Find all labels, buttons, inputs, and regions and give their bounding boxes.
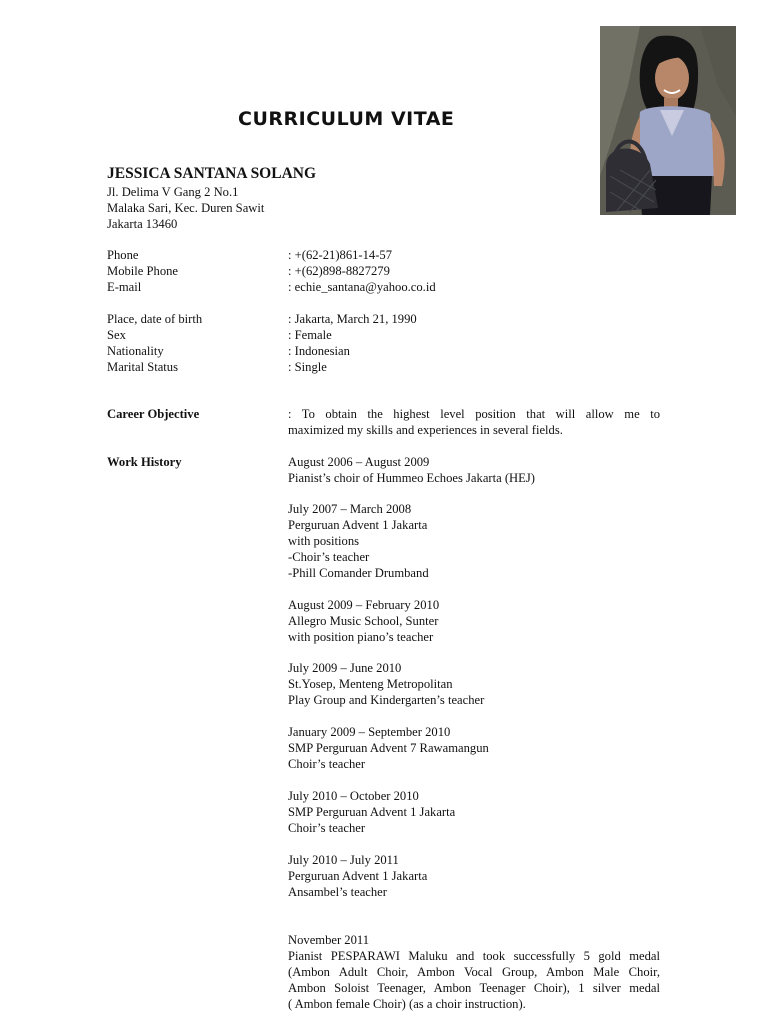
- work-history-entry: [288, 788, 660, 836]
- personal-value: : Jakarta, March 21, 1990: [288, 312, 417, 326]
- job-detail: with position piano’s teacher: [288, 630, 434, 644]
- job-detail: Allegro Music School, Sunter: [288, 614, 439, 628]
- job-detail: Ambon Soloist Teenager, Ambon Teenager Choir), 1 silver medal: [288, 981, 660, 995]
- personal-value: : Single: [288, 360, 327, 374]
- job-detail: Pianist’s choir of Hummeo Echoes Jakarta (HEJ): [288, 471, 535, 485]
- job-period: July 2007 – March 2008: [288, 502, 412, 516]
- contact-label: Mobile Phone: [107, 264, 179, 278]
- work-history-entry: [288, 501, 660, 581]
- job-detail: Perguruan Advent 1 Jakarta: [288, 518, 428, 532]
- job-period: July 2009 – June 2010: [288, 661, 402, 675]
- address-line: Malaka Sari, Kec. Duren Sawit: [107, 201, 265, 215]
- address-line: Jl. Delima V Gang 2 No.1: [107, 185, 239, 199]
- job-detail: SMP Perguruan Advent 1 Jakarta: [288, 805, 456, 819]
- job-detail: with positions: [288, 534, 360, 548]
- address-line: Jakarta 13460: [107, 217, 178, 231]
- job-detail: Choir’s teacher: [288, 757, 366, 771]
- career-objective-text: [288, 406, 660, 438]
- job-period: July 2010 – October 2010: [288, 789, 419, 803]
- work-history-heading: Work History: [107, 455, 182, 469]
- personal-label: Sex: [107, 328, 126, 342]
- work-history-entry: [288, 852, 660, 900]
- job-detail: -Phill Comander Drumband: [288, 566, 429, 580]
- personal-details: [107, 311, 660, 375]
- career-objective-line: : To obtain the highest level position that will allow me to: [288, 407, 660, 421]
- contact-value: : +(62-21)861-14-57: [288, 248, 392, 262]
- work-history-entry: [288, 660, 660, 708]
- job-detail: Choir’s teacher: [288, 821, 366, 835]
- personal-label: Nationality: [107, 344, 164, 358]
- applicant-name: JESSICA SANTANA SOLANG: [107, 165, 317, 182]
- job-detail: Play Group and Kindergarten’s teacher: [288, 693, 485, 707]
- contact-value: : echie_santana@yahoo.co.id: [288, 280, 436, 294]
- career-objective-line: maximized my skills and experiences in several fields.: [288, 423, 563, 437]
- contact-value: : +(62)898-8827279: [288, 264, 390, 278]
- job-period: January 2009 – September 2010: [288, 725, 451, 739]
- career-objective-heading: Career Objective: [107, 407, 200, 421]
- job-detail: Perguruan Advent 1 Jakarta: [288, 869, 428, 883]
- personal-value: : Female: [288, 328, 332, 342]
- document-title: CURRICULUM VITAE: [238, 108, 455, 130]
- job-detail: ( Ambon female Choir) (as a choir instruction).: [288, 997, 526, 1011]
- job-period: August 2006 – August 2009: [288, 455, 430, 469]
- job-period: November 2011: [288, 933, 370, 947]
- contact-details: [107, 247, 660, 295]
- job-detail: Pianist PESPARAWI Maluku and took successfully 5 gold medal: [288, 949, 660, 963]
- personal-value: : Indonesian: [288, 344, 350, 358]
- work-history-entry: [288, 454, 660, 486]
- job-period: August 2009 – February 2010: [288, 598, 440, 612]
- job-period: July 2010 – July 2011: [288, 853, 399, 867]
- address-block: [107, 184, 264, 232]
- profile-photo-illustration: [600, 26, 736, 215]
- contact-label: E-mail: [107, 280, 142, 294]
- work-history-entry: [288, 724, 660, 772]
- contact-label: Phone: [107, 248, 139, 262]
- job-detail: SMP Perguruan Advent 7 Rawamangun: [288, 741, 489, 755]
- job-detail: -Choir’s teacher: [288, 550, 370, 564]
- work-history-entry: [288, 597, 660, 645]
- job-detail: Ansambel’s teacher: [288, 885, 387, 899]
- job-detail: St.Yosep, Menteng Metropolitan: [288, 677, 453, 691]
- job-detail: (Ambon Adult Choir, Ambon Vocal Group, Ambon Male Choir,: [288, 965, 660, 979]
- profile-photo: [600, 26, 736, 215]
- personal-label: Marital Status: [107, 360, 179, 374]
- work-history-entry: [288, 932, 660, 1012]
- personal-label: Place, date of birth: [107, 312, 203, 326]
